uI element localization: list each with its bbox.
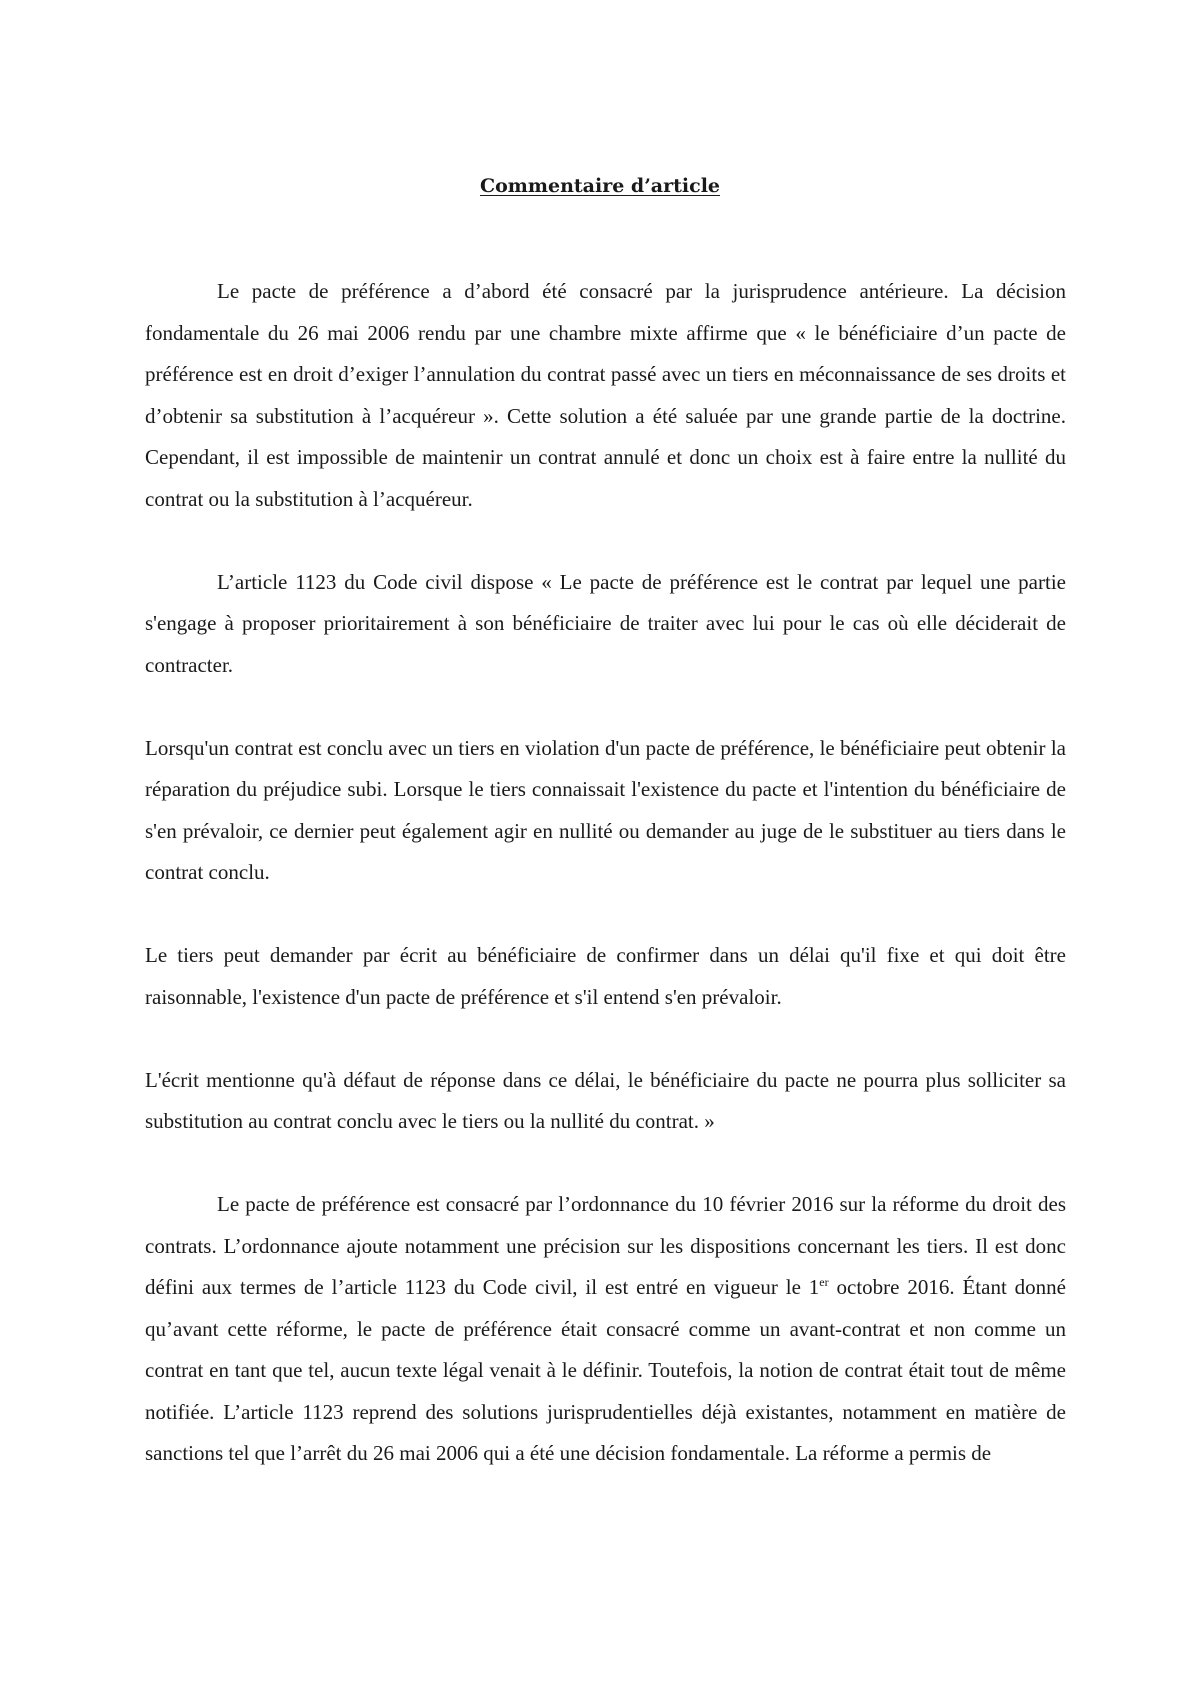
paragraph-4: Le tiers peut demander par écrit au bénéficiaire de confirmer dans un délai qu'il fixe et qui doit être raisonnable, l'existence d'un pacte de préférence et s'il entend s'en prévaloir.	[145, 943, 1066, 1009]
document-body	[145, 271, 1066, 1475]
paragraph-1: Le pacte de préférence a d’abord été consacré par la jurisprudence antérieure. La décision fondamentale du 26 mai 2006 rendu par une chambre mixte affirme que « le bénéficiaire d’un pacte de préférence est en droit d’exiger l’annulation du contrat passé avec un tiers en méconnaissance de ses droits et d’obtenir sa substitution à l’acquéreur ». Cette solution a été saluée par une grande partie de la doctrine. Cependant, il est impossible de maintenir un contrat annulé et donc un choix est à faire entre la nullité du contrat ou la substitution à l’acquéreur.	[145, 279, 1066, 511]
ordinal-superscript: er	[819, 1275, 829, 1289]
document-title	[0, 172, 1200, 200]
paragraph-5: L'écrit mentionne qu'à défaut de réponse dans ce délai, le bénéficiaire du pacte ne pourra plus solliciter sa substitution au contrat conclu avec le tiers ou la nullité du contrat. »	[145, 1067, 1066, 1133]
paragraph-6-part-2: octobre 2016. Étant donné qu’avant cette réforme, le pacte de préférence était consacré comme un avant-contrat et non comme un contrat en tant que tel, aucun texte légal venait à le définir. Toutefois, la notion de contrat était tout de même notifiée. L’article 1123 reprend des solutions jurisprudentielles déjà existantes, notamment en matière de sanctions tel que l’arrêt du 26 mai 2006 qui a été une décision fondamentale. La réforme a permis de	[145, 1275, 1066, 1465]
paragraph-6	[145, 1184, 1066, 1475]
paragraph-3: Lorsqu'un contrat est conclu avec un tiers en violation d'un pacte de préférence, le bénéficiaire peut obtenir la réparation du préjudice subi. Lorsque le tiers connaissait l'existence du pacte et l'intention du bénéficiaire de s'en prévaloir, ce dernier peut également agir en nullité ou demander au juge de le substituer au tiers dans le contrat conclu.	[145, 735, 1066, 884]
document-title-text: Commentaire d’article	[479, 175, 720, 197]
paragraph-2: L’article 1123 du Code civil dispose « Le pacte de préférence est le contrat par lequel une partie s'engage à proposer prioritairement à son bénéficiaire de traiter avec lui pour le cas où elle déciderait de contracter.	[145, 569, 1066, 677]
paragraph-6-part-1: Le pacte de préférence est consacré par l’ordonnance du 10 février 2016 sur la réforme du droit des contrats. L’ordonnance ajoute notamment une précision sur les dispositions concernant les tiers. Il est donc défini aux termes de l’article 1123 du Code civil, il est entré en vigueur le 1	[145, 1192, 1066, 1299]
